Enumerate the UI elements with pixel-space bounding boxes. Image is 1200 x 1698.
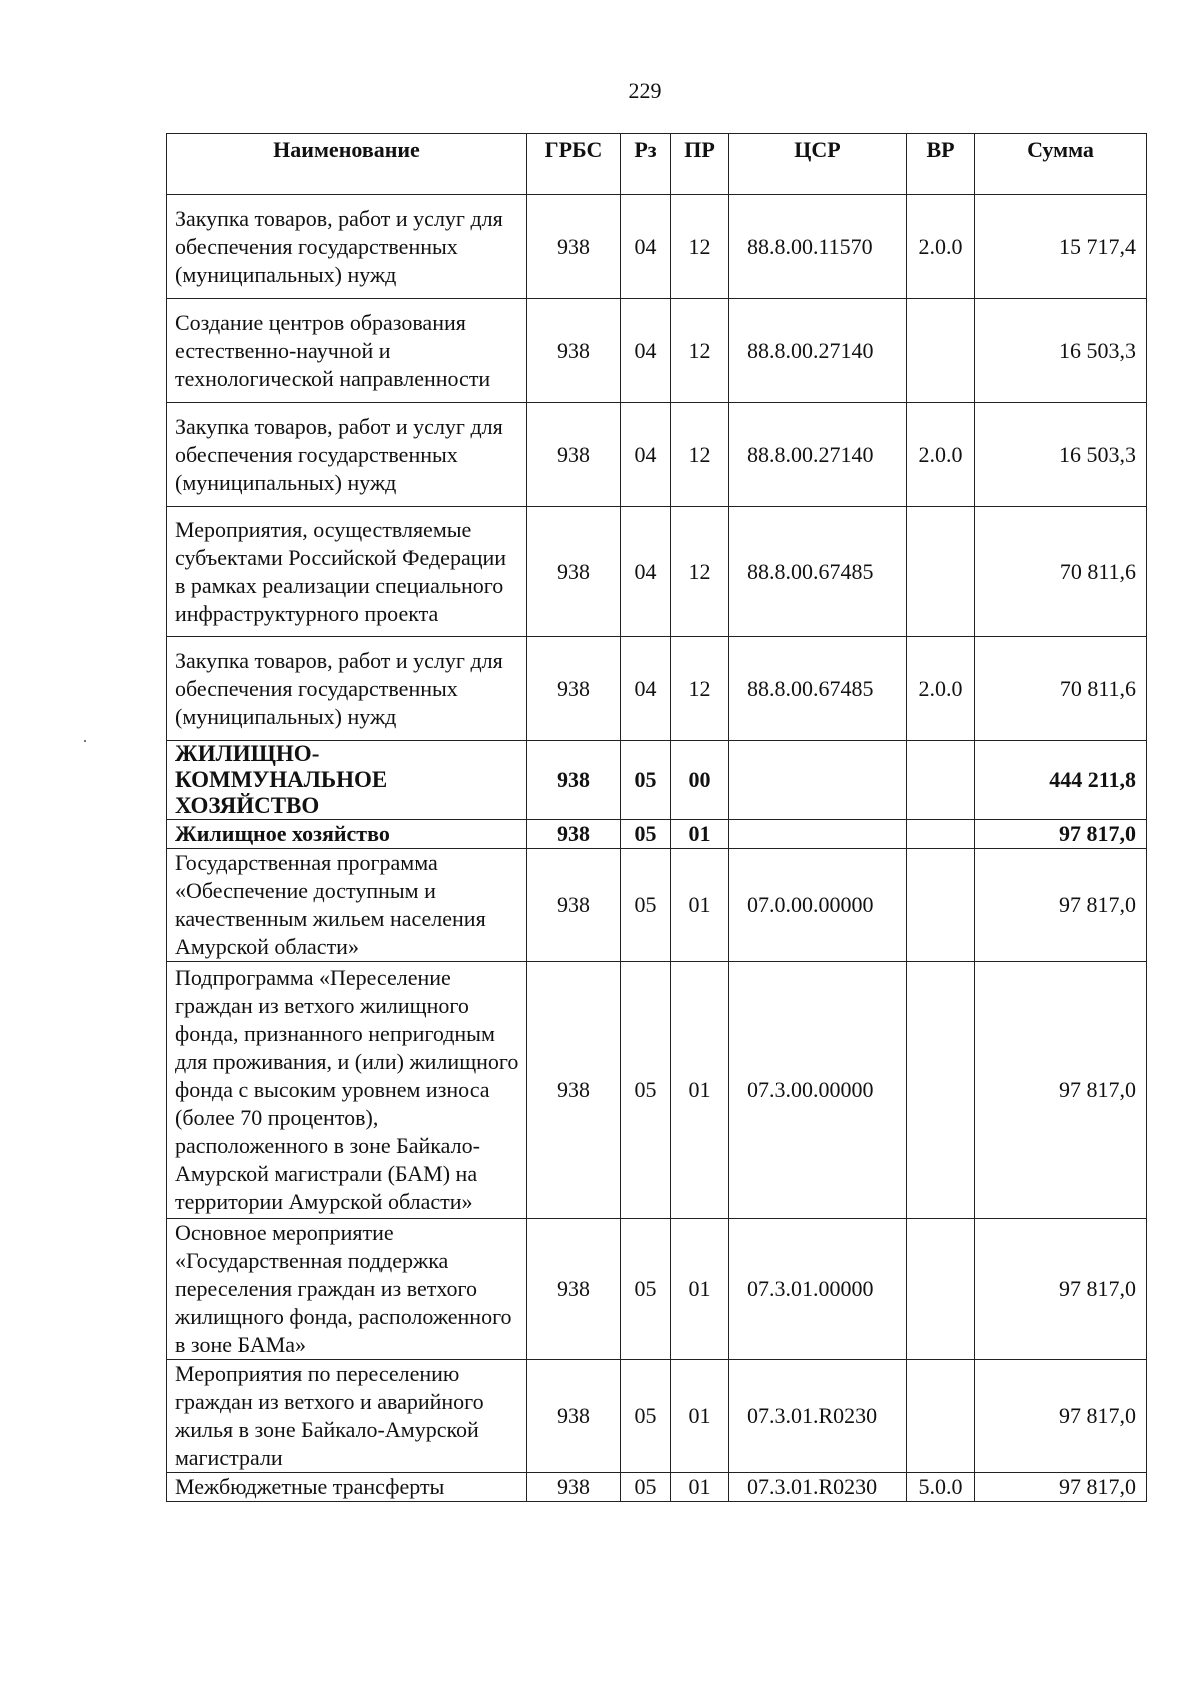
cell-pr: 12 [671,403,729,507]
cell-vr: 5.0.0 [907,1473,975,1502]
cell-vr [907,820,975,849]
cell-vr [907,507,975,637]
cell-name: Мероприятия по переселению граждан из ветхого и аварийного жилья в зоне Байкало-Амурской магистрали [167,1360,527,1473]
cell-pr: 12 [671,195,729,299]
cell-pr: 12 [671,637,729,741]
cell-name: Государственная программа «Обеспечение доступным и качественным жильем населения Амурской области» [167,849,527,962]
cell-rz: 04 [621,507,671,637]
cell-grbs: 938 [527,1360,621,1473]
table-row [167,1219,1147,1360]
cell-sum: 97 817,0 [975,1219,1147,1360]
cell-grbs: 938 [527,637,621,741]
header-row [167,134,1147,195]
cell-name: Закупка товаров, работ и услуг для обеспечения государственных (муниципальных) нужд [167,403,527,507]
cell-csr: 88.8.00.67485 [729,507,907,637]
table-header [167,134,1147,195]
table-row [167,962,1147,1219]
cell-grbs: 938 [527,507,621,637]
cell-grbs: 938 [527,741,621,820]
cell-rz: 05 [621,849,671,962]
cell-sum: 97 817,0 [975,1473,1147,1502]
cell-csr: 07.3.00.00000 [729,962,907,1219]
cell-name: Мероприятия, осуществляемые субъектами Российской Федерации в рамках реализации специального инфраструктурного проекта [167,507,527,637]
cell-name: ЖИЛИЩНО-КОММУНАЛЬНОЕ ХОЗЯЙСТВО [167,741,527,820]
cell-name: Жилищное хозяйство [167,820,527,849]
table-row [167,403,1147,507]
cell-grbs: 938 [527,849,621,962]
cell-sum: 97 817,0 [975,820,1147,849]
cell-csr: 88.8.00.11570 [729,195,907,299]
cell-grbs: 938 [527,299,621,403]
cell-vr: 2.0.0 [907,637,975,741]
cell-pr: 12 [671,507,729,637]
cell-csr: 88.8.00.27140 [729,299,907,403]
cell-grbs: 938 [527,962,621,1219]
cell-pr: 12 [671,299,729,403]
cell-sum: 16 503,3 [975,403,1147,507]
cell-csr: 07.0.00.00000 [729,849,907,962]
cell-rz: 05 [621,1473,671,1502]
cell-sum: 97 817,0 [975,849,1147,962]
table-row [167,1473,1147,1502]
cell-pr: 01 [671,1473,729,1502]
cell-csr: 07.3.01.00000 [729,1219,907,1360]
cell-pr: 00 [671,741,729,820]
cell-name: Основное мероприятие «Государственная поддержка переселения граждан из ветхого жилищного фонда, расположенного в зоне БАМа» [167,1219,527,1360]
table-row [167,820,1147,849]
header-grbs: ГРБС [527,134,621,195]
header-csr: ЦСР [729,134,907,195]
table-row [167,637,1147,741]
cell-pr: 01 [671,1360,729,1473]
cell-pr: 01 [671,820,729,849]
cell-rz: 04 [621,195,671,299]
cell-vr [907,1360,975,1473]
cell-grbs: 938 [527,1219,621,1360]
cell-pr: 01 [671,962,729,1219]
cell-name: Создание центров образования естественно-научной и технологической направленности [167,299,527,403]
table-row [167,741,1147,820]
table-row [167,1360,1147,1473]
cell-grbs: 938 [527,1473,621,1502]
cell-name: Закупка товаров, работ и услуг для обеспечения государственных (муниципальных) нужд [167,195,527,299]
cell-csr: 88.8.00.27140 [729,403,907,507]
table-body [167,195,1147,1502]
cell-sum: 97 817,0 [975,962,1147,1219]
cell-vr: 2.0.0 [907,195,975,299]
cell-sum: 15 717,4 [975,195,1147,299]
header-rz: Рз [621,134,671,195]
cell-sum: 70 811,6 [975,507,1147,637]
cell-name: Закупка товаров, работ и услуг для обеспечения государственных (муниципальных) нужд [167,637,527,741]
cell-csr [729,820,907,849]
cell-grbs: 938 [527,403,621,507]
cell-vr: 2.0.0 [907,403,975,507]
table-row [167,849,1147,962]
cell-vr [907,962,975,1219]
header-vr: ВР [907,134,975,195]
cell-vr [907,849,975,962]
cell-vr [907,1219,975,1360]
cell-rz: 04 [621,403,671,507]
cell-vr [907,299,975,403]
page-number: 229 [628,78,662,103]
cell-vr [907,741,975,820]
cell-sum: 70 811,6 [975,637,1147,741]
cell-rz: 05 [621,962,671,1219]
cell-sum: 97 817,0 [975,1360,1147,1473]
cell-rz: 04 [621,637,671,741]
cell-grbs: 938 [527,195,621,299]
cell-rz: 05 [621,820,671,849]
cell-pr: 01 [671,1219,729,1360]
budget-table [166,133,1147,1502]
scan-speck [84,740,86,742]
cell-rz: 05 [621,741,671,820]
header-sum: Сумма [975,134,1147,195]
cell-csr: 07.3.01.R0230 [729,1473,907,1502]
table-row [167,195,1147,299]
cell-rz: 05 [621,1219,671,1360]
header-name: Наименование [167,134,527,195]
table-row [167,507,1147,637]
cell-csr [729,741,907,820]
cell-name: Подпрограмма «Переселение граждан из ветхого жилищного фонда, признанного непригодным для проживания, и (или) жилищного фонда с высоким уровнем износа (более 70 процентов), расположенного в зоне Байкало-Амурской магистрали (БАМ) на территории Амурской области» [167,962,527,1219]
cell-pr: 01 [671,849,729,962]
header-pr: ПР [671,134,729,195]
cell-sum: 16 503,3 [975,299,1147,403]
cell-rz: 05 [621,1360,671,1473]
cell-sum: 444 211,8 [975,741,1147,820]
table-row [167,299,1147,403]
cell-name: Межбюджетные трансферты [167,1473,527,1502]
cell-grbs: 938 [527,820,621,849]
cell-rz: 04 [621,299,671,403]
cell-csr: 88.8.00.67485 [729,637,907,741]
cell-csr: 07.3.01.R0230 [729,1360,907,1473]
